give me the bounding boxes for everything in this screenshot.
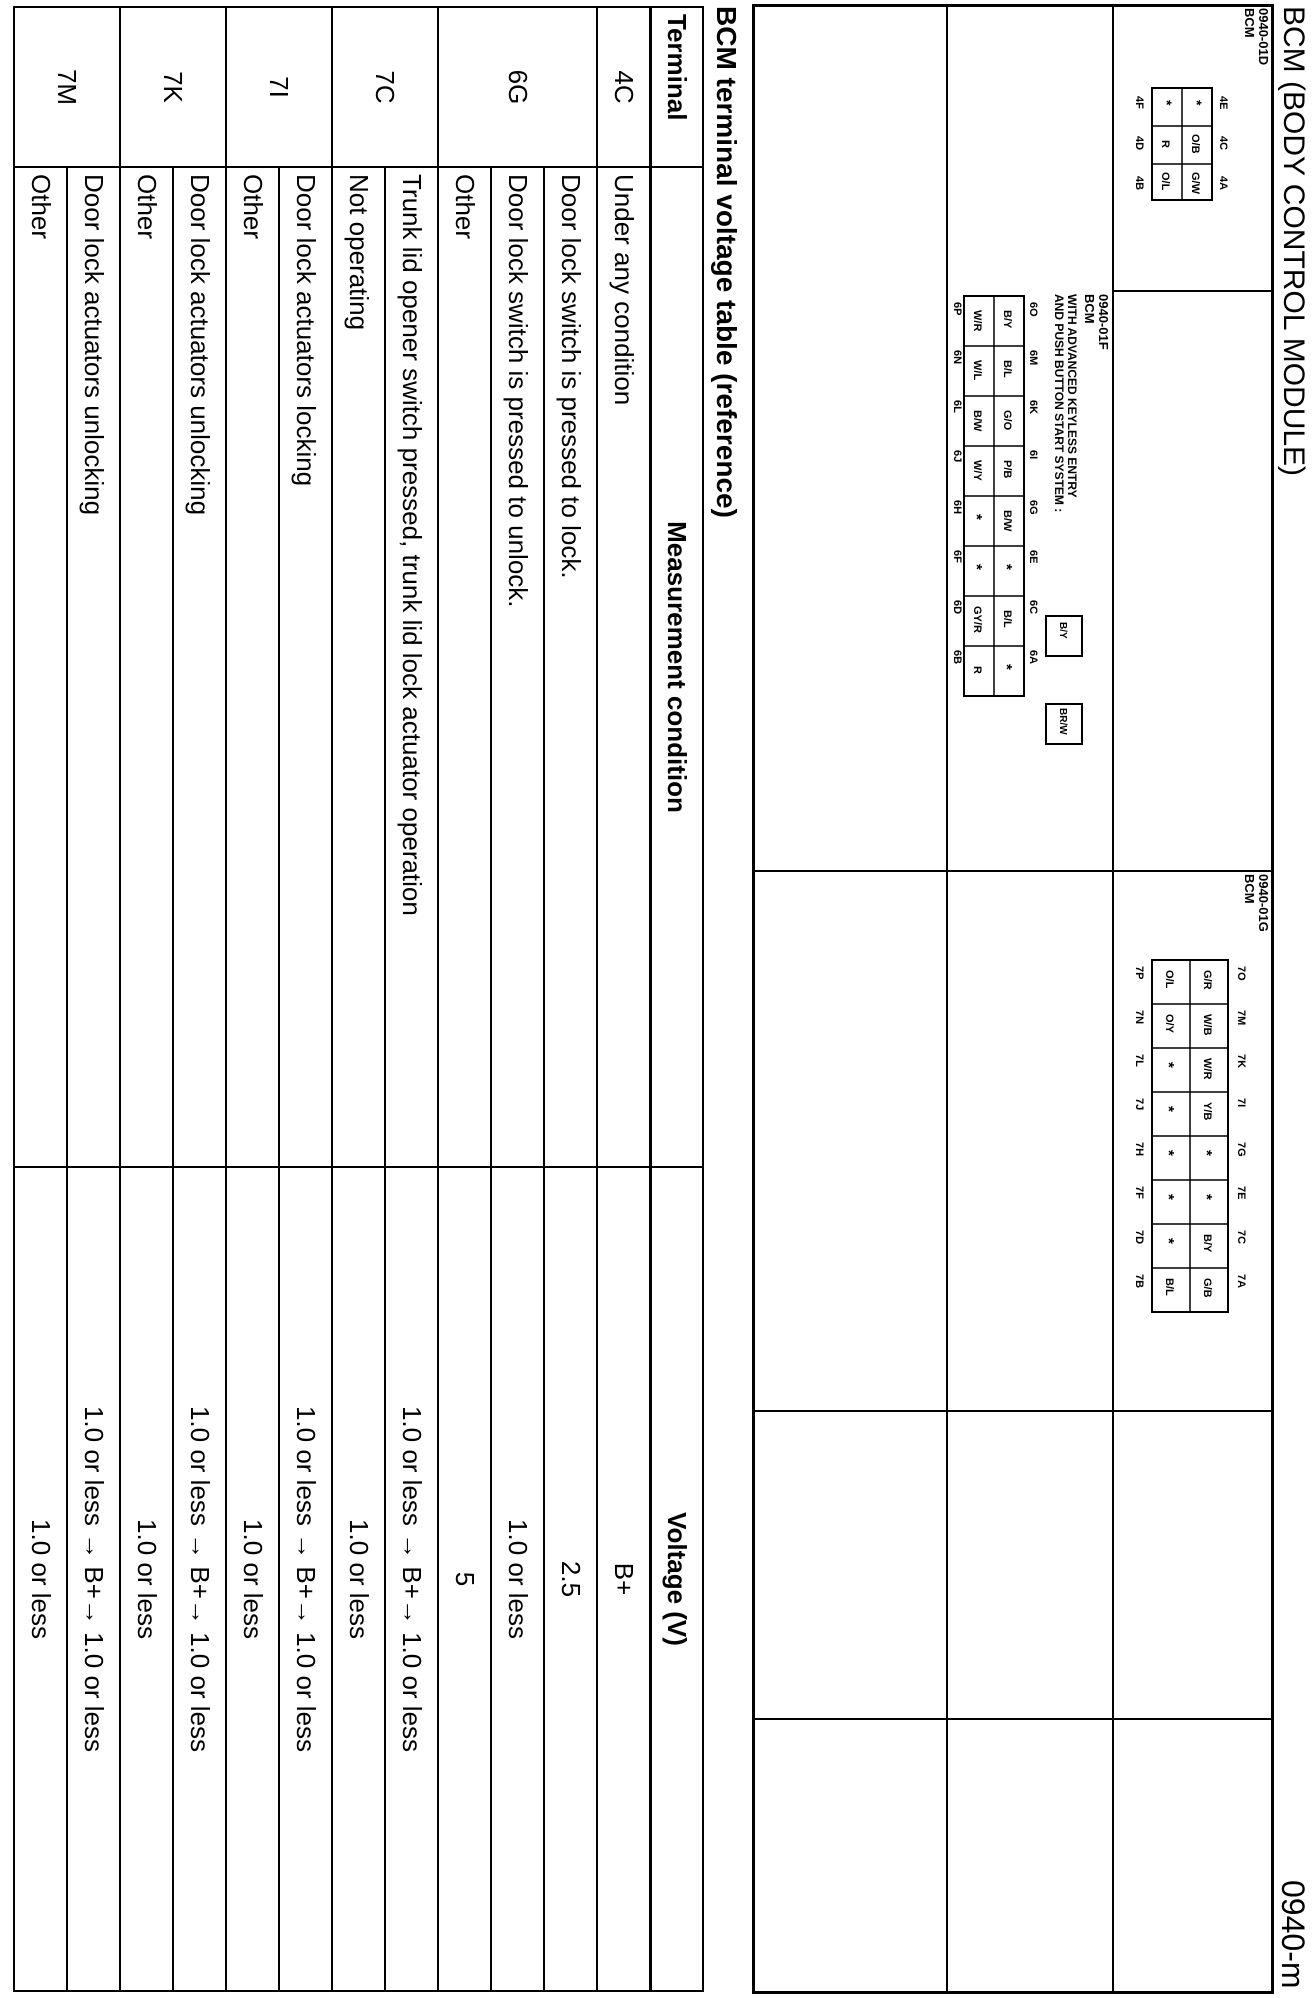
connector-code: 0940-01F (1096, 294, 1111, 350)
voltage-cell: 1.0 or less (491, 1167, 544, 1991)
wire-color: R (971, 666, 983, 674)
connector-name: BCM (1242, 874, 1257, 904)
wire-color: G/B (1201, 1278, 1213, 1298)
pin-label: 6C (1027, 600, 1039, 615)
wire-color: * (1159, 100, 1175, 106)
wire-color: O/L (1159, 172, 1171, 191)
wire-color: * (998, 664, 1015, 670)
condition-cell: Not operating (332, 167, 385, 1167)
voltage-cell: 1.0 or less → B+→ 1.0 or less (67, 1167, 120, 1991)
pin-label: 7D (1133, 1230, 1145, 1245)
wire-color: O/Y (1163, 1014, 1175, 1033)
wire-color: B/Y (1201, 1234, 1213, 1253)
pin-label: 7H (1133, 1142, 1145, 1157)
header-condition: Measurement condition (651, 167, 704, 1167)
pin-label: 6G (1027, 500, 1039, 515)
wire-color: W/B (1201, 1014, 1213, 1036)
pin-label: 7F (1133, 1186, 1145, 1199)
wire-color: B/W (971, 410, 983, 432)
connector-name: BCM (1242, 8, 1257, 38)
connector-4-diagram (1126, 82, 1234, 232)
pin-label: 7P (1133, 966, 1145, 980)
table-row (14, 7, 67, 1991)
wire-color: * (998, 564, 1015, 570)
pin-label: 6F (951, 550, 963, 563)
table-row (597, 7, 651, 1991)
terminal-cell: 7K (120, 7, 226, 167)
condition-cell: Other (14, 167, 67, 1167)
page-reference: 0940-m (1275, 1880, 1311, 1989)
terminal-cell: 7M (14, 7, 120, 167)
wire-color: * (968, 564, 985, 570)
pin-label: 6O (1027, 302, 1039, 317)
table-row (438, 7, 491, 1991)
pin-label: 7C (1235, 1230, 1247, 1245)
table-row (173, 7, 226, 1991)
pin-label: 6A (1027, 650, 1039, 665)
wire-color: * (1198, 1150, 1215, 1156)
pin-label: 4D (1133, 136, 1145, 151)
terminal-cell: 7I (226, 7, 332, 167)
pin-label: 7G (1235, 1142, 1247, 1157)
page-title: BCM (BODY CONTROL MODULE) (1277, 6, 1310, 477)
condition-cell: Other (120, 167, 173, 1167)
wire-color: B/Y (1001, 310, 1013, 329)
table-row (491, 7, 544, 1991)
grid-divider (1112, 4, 1114, 1994)
connector-note: WITH ADVANCED KEYLESS ENTRY AND PUSH BUTTON START SYSTEM : (1052, 294, 1079, 513)
table-header-row (651, 7, 704, 1991)
wire-color: O/L (1163, 970, 1175, 989)
grid-divider (946, 4, 948, 1994)
voltage-cell: 1.0 or less (332, 1167, 385, 1991)
pin-label: 4F (1133, 96, 1145, 109)
connector-code: 0940-01G (1256, 874, 1271, 932)
wire-color: * (1160, 1106, 1177, 1112)
voltage-cell: 1.0 or less → B+→ 1.0 or less (279, 1167, 332, 1991)
header-terminal: Terminal (651, 7, 704, 167)
voltage-cell: 5 (438, 1167, 491, 1991)
voltage-cell: 1.0 or less → B+→ 1.0 or less (173, 1167, 226, 1991)
wire-color: * (968, 514, 985, 520)
pin-label: 4A (1217, 176, 1229, 191)
voltage-cell: 1.0 or less → B+→ 1.0 or less (385, 1167, 438, 1991)
table-row (120, 7, 173, 1991)
condition-cell: Door lock actuators unlocking (67, 167, 120, 1167)
table-row (385, 7, 438, 1991)
grid-divider (752, 1718, 1274, 1720)
wire-color: G/O (1001, 410, 1013, 431)
wire-color: P/B (1001, 460, 1013, 479)
wire-color: G/R (1201, 970, 1213, 990)
wire-color: G/W (1189, 172, 1201, 194)
condition-cell: Door lock switch is pressed to lock. (544, 167, 597, 1167)
wire-color: BR/W (1057, 708, 1068, 735)
voltage-cell: 2.5 (544, 1167, 597, 1991)
pin-label: 7K (1235, 1054, 1247, 1069)
wire-color: * (1198, 1194, 1215, 1200)
pin-label: 7L (1133, 1054, 1145, 1067)
wire-color: B/L (1001, 360, 1013, 378)
connector-code: 0940-01D (1256, 8, 1271, 66)
pin-label: 7M (1235, 1010, 1247, 1026)
pin-label: 6E (1027, 550, 1039, 564)
wire-color: GY/R (971, 606, 983, 633)
wire-color: B/Y (1057, 622, 1068, 639)
wire-color: * (1160, 1150, 1177, 1156)
pin-label: 6J (951, 450, 963, 463)
pin-label: 6N (951, 350, 963, 365)
wire-color: W/Y (971, 460, 983, 481)
wire-color: B/L (1001, 610, 1013, 628)
table-row (67, 7, 120, 1991)
voltage-cell: 1.0 or less (226, 1167, 279, 1991)
wire-color: R (1159, 140, 1171, 148)
voltage-cell: 1.0 or less (14, 1167, 67, 1991)
pin-label: 7E (1235, 1186, 1247, 1200)
table-row (226, 7, 279, 1991)
pin-label: 7J (1133, 1098, 1145, 1111)
condition-cell: Trunk lid opener switch pressed, trunk lid lock actuator operation (385, 167, 438, 1167)
wire-color: W/R (1201, 1058, 1213, 1080)
pin-label: 6P (951, 302, 963, 316)
table-row (279, 7, 332, 1991)
grid-divider (752, 870, 1274, 872)
wire-color: Y/B (1201, 1102, 1213, 1121)
pin-label: 4C (1217, 136, 1229, 151)
condition-cell: Under any condition (597, 167, 651, 1167)
condition-cell: Door lock actuators locking (279, 167, 332, 1167)
voltage-cell: B+ (597, 1167, 651, 1991)
wire-color: O/B (1189, 134, 1201, 154)
pin-label: 6K (1027, 400, 1039, 415)
pin-label: 6D (951, 600, 963, 615)
condition-cell: Other (438, 167, 491, 1167)
connector-name: BCM (1082, 294, 1097, 324)
wire-color: W/L (971, 360, 983, 381)
grid-divider (752, 1410, 1274, 1412)
pin-label: 7O (1235, 966, 1247, 981)
voltage-cell: 1.0 or less (120, 1167, 173, 1991)
wire-color: B/W (1001, 510, 1013, 532)
pin-label: 7A (1235, 1274, 1247, 1289)
grid-divider (1114, 290, 1274, 292)
wire-color: B/L (1163, 1278, 1175, 1296)
pin-label: 4B (1133, 176, 1145, 191)
table-title: BCM terminal voltage table (reference) (711, 6, 742, 518)
table-row (544, 7, 597, 1991)
pin-label: 4E (1217, 96, 1229, 110)
condition-cell: Other (226, 167, 279, 1167)
wire-color: * (1160, 1062, 1177, 1068)
pin-label: 6M (1027, 350, 1039, 366)
wire-color: W/R (971, 310, 983, 332)
pin-label: 6H (951, 500, 963, 515)
table-row (332, 7, 385, 1991)
pin-label: 7B (1133, 1274, 1145, 1289)
connector-6-diagram (951, 296, 1084, 776)
terminal-cell: 4C (597, 7, 651, 167)
pin-label: 6L (951, 400, 963, 413)
voltage-table (13, 6, 704, 1992)
terminal-cell: 6G (438, 7, 597, 167)
wire-color: * (1160, 1238, 1177, 1244)
pin-label: 6B (951, 650, 963, 665)
condition-cell: Door lock actuators unlocking (173, 167, 226, 1167)
connector-7-diagram (1122, 960, 1252, 1380)
pin-label: 7N (1133, 1010, 1145, 1025)
pin-label: 6I (1027, 450, 1039, 460)
terminal-cell: 7C (332, 7, 438, 167)
condition-cell: Door lock switch is pressed to unlock. (491, 167, 544, 1167)
wire-color: * (1160, 1194, 1177, 1200)
pin-label: 7I (1235, 1098, 1247, 1108)
wire-color: * (1189, 100, 1205, 106)
header-voltage: Voltage (V) (651, 1167, 704, 1991)
